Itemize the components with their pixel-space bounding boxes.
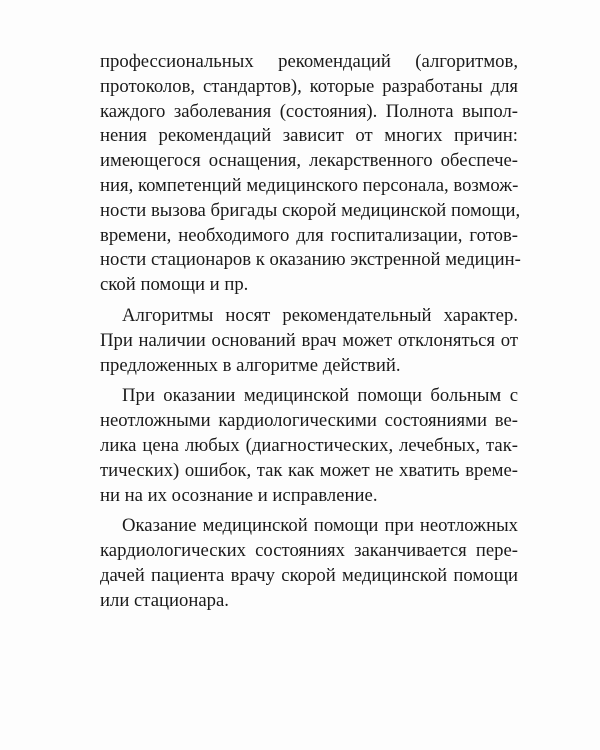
text-line: При наличии оснований врач может отклоняться от <box>100 329 518 351</box>
text-line: дачей пациента врачу скорой медицинской помощи <box>100 564 518 586</box>
paragraph-1 <box>100 50 521 298</box>
text-line: нения рекомендаций зависит от многих причин: <box>100 125 518 147</box>
text-line: кардиологических состояниях заканчивается пере- <box>100 540 518 562</box>
text-line: Оказание медицинской помощи при неотложных <box>122 515 518 537</box>
text-line: времени, необходимого для госпитализации, готов- <box>100 224 518 246</box>
text-line: ния, компетенций медицинского персонала, возмож- <box>100 174 519 196</box>
paragraph-3 <box>100 384 518 508</box>
text-line: ности вызова бригады скорой медицинской помощи, <box>100 199 521 221</box>
text-line: ности стационаров к оказанию экстренной медицин- <box>100 249 521 271</box>
body-text <box>100 50 521 614</box>
text-line: Алгоритмы носят рекомендательный характер. <box>122 304 518 326</box>
text-line: протоколов, стандартов), которые разработаны для <box>100 75 518 97</box>
text-line: лика цена любых (диагностических, лечебных, так- <box>100 434 518 456</box>
text-line: предложенных в алгоритме действий. <box>100 354 401 376</box>
text-line: имеющегося оснащения, лекарственного обеспече- <box>100 150 518 172</box>
text-line: При оказании медицинской помощи больным с <box>122 385 518 407</box>
paragraph-4 <box>100 514 518 613</box>
text-line: неотложными кардиологическими состояниями ве- <box>100 410 518 432</box>
text-line: или стационара. <box>100 589 229 611</box>
text-line: профессиональных рекомендаций (алгоритмов, <box>100 51 518 72</box>
paragraph-2 <box>100 304 518 378</box>
text-line: тических) ошибок, так как может не хватить време- <box>100 459 518 481</box>
text-line: ни на их осознание и исправление. <box>100 484 378 506</box>
text-line: ской помощи и пр. <box>100 274 249 296</box>
text-line: каждого заболевания (состояния). Полнота выпол- <box>100 100 518 122</box>
